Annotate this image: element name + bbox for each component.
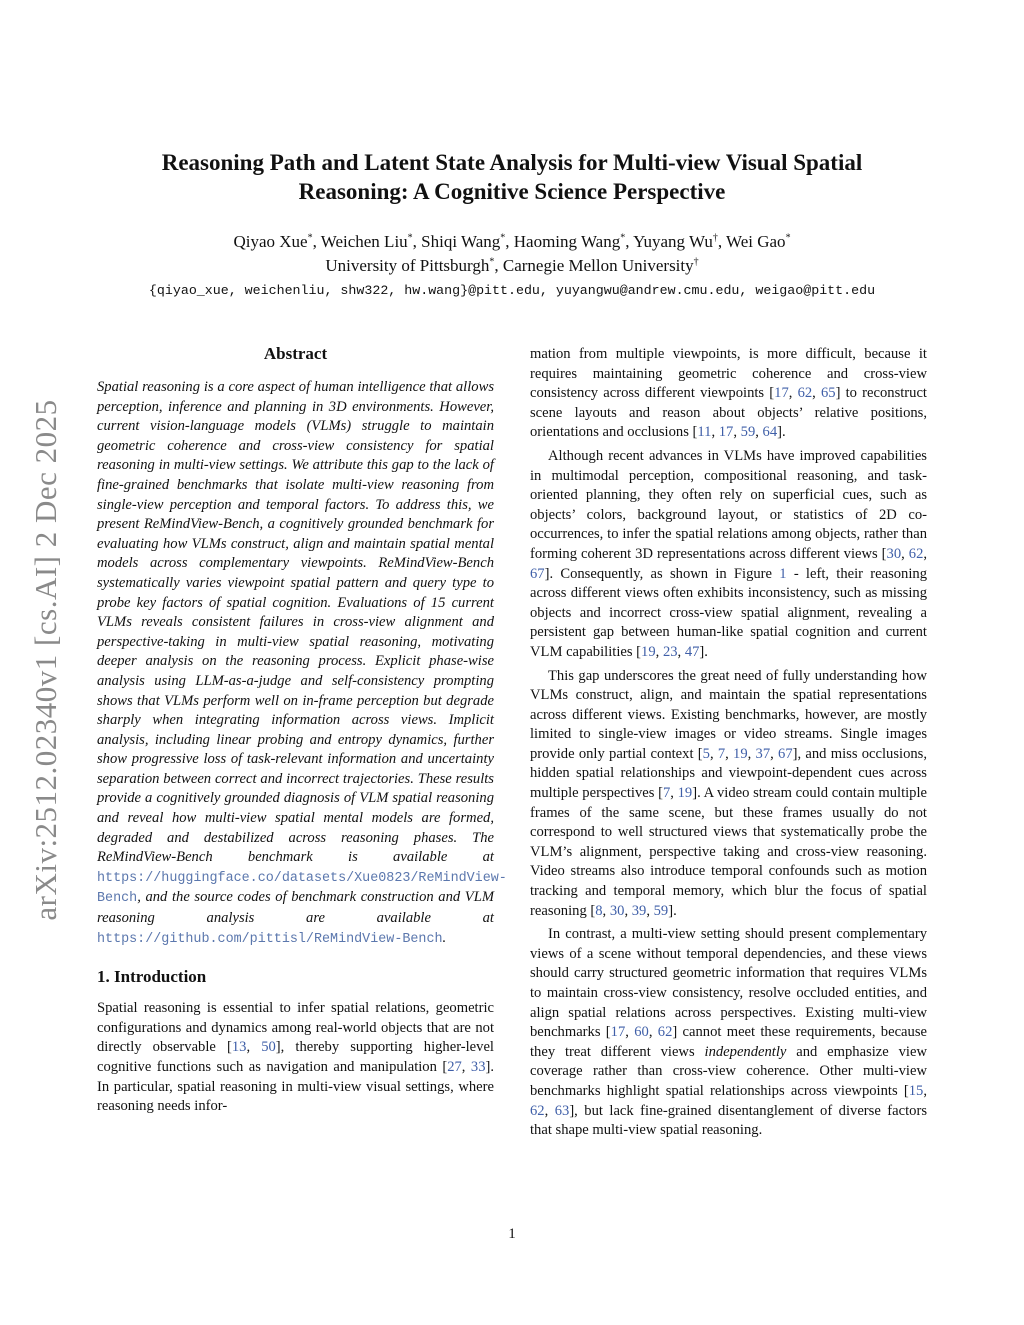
abstract-text-2: , and the source codes of benchmark construction and VLM reasoning analysis are available at [97,889,494,927]
citation-link[interactable]: 62 [908,545,924,562]
author-name: Weichen Liu [320,232,408,251]
right-column [530,345,927,1141]
citation-link[interactable]: 13 [231,1039,247,1056]
abstract-text-1: Spatial reasoning is a core aspect of human intelligence that allows perception, inference and planning in 3D environments. However, current vision-language models (VLMs) struggle to maintain geometric coherence and cross-view consistency for spatial reasoning in multi-view settings. We attribute this gap to the lack of fine-grained benchmarks that isolate multi-view reasoning from single-view perception and temporal factors. To address this, we present ReMindView-Bench, a cognitively grounded benchmark for evaluating how VLMs construct, align and maintain spatial mental models across complementary viewpoints. ReMindView-Bench systematically varies viewpoint spatial pattern and query type to probe key factors of spatial cognition. Evaluations of 15 current VLMs reveals consistent failures in cross-view alignment and perspective-taking in multi-view spatial reasoning, motivating deeper analysis on the reasoning process. Explicit phase-wise analysis using LLM-as-a-judge and self-consistency prompting shows that VLMs perform well on in-frame perception but degrade sharply when integrating information across views. Implicit analysis, including linear probing and entropy dynamics, further show progressive loss of task-relevant information and uncertainty separation between correct and incorrect trajectories. These results provide a cognitively grounded diagnosis of VLM spatial reasoning and reveal how multi-view spatial mental models are formed, degraded and destabilized across reasoning phases. The ReMindView-Bench benchmark is available at [97,379,494,866]
author-name: Yuyang Wu [633,232,713,251]
citation-link[interactable]: 47 [684,643,700,660]
citation-link[interactable]: 17 [718,424,734,441]
citation-link[interactable]: 59 [740,424,756,441]
title-line-1: Reasoning Path and Latent State Analysis for Multi-view Visual Spatial [161,150,863,175]
author-mark: * [307,232,313,244]
citation-link[interactable]: 30 [609,902,625,919]
citation-link[interactable]: 65 [821,385,836,402]
citation-link[interactable]: 15 [908,1082,924,1099]
intro-paragraph-1: Spatial reasoning is essential to infer spatial relations, geometric configurations and dynamics among real-world objects that are not directly observable [13, 50], thereby supporting higher-level cognitive functions such as navigation and manipulation [27, 33]. In particular, spatial reasoning in multi-view visual settings, where reasoning needs infor- [97,1000,495,1115]
citation-link[interactable]: 11 [697,424,712,441]
citation-link[interactable]: 62 [797,385,813,402]
intro-paragraph-3: This gap underscores the great need of fully understanding how VLMs construct, align, and maintain the spatial representations across different views. Existing benchmarks, however, are mostly limited to single-view images or video streams. Single images provide only partial context [5, 7, 19, 37, 67], and miss occlusions, hidden spatial relationships and viewpoint-dependent cues across multiple perspectives [7, 19]. A video stream could contain multiple frames of the same scene, but these frames usually do not correspond to well structured views that systematically probe the VLM’s alignment, perspective taking and cross-view reasoning. Video streams also introduce temporal confounds such as motion tracking and temporal memory, which blur the focus of spatial reasoning [8, 30, 39, 59]. [530,667,928,919]
citation-link[interactable]: 67 [778,745,793,762]
affiliation-name: Carnegie Mellon University [502,256,694,275]
author-name: Qiyao Xue [233,232,308,251]
citation-link[interactable]: 64 [762,424,778,441]
citation-link[interactable]: 19 [733,745,748,762]
citation-link[interactable]: 30 [886,545,902,562]
citation-link[interactable]: 19 [641,643,656,660]
author-block [80,230,944,278]
introduction-heading: 1. Introduction [97,967,207,987]
author-mark: * [785,232,791,244]
citation-link[interactable]: 50 [261,1039,276,1056]
affiliation-mark: † [693,256,699,268]
left-column [97,342,507,1117]
emphasized-text: independently [704,1043,787,1060]
affiliation-list: University of Pittsburgh*, Carnegie Mellon University† [325,256,699,275]
intro-paragraph-2: Although recent advances in VLMs have improved capabilities in multimodal perception, compositional reasoning, and task-oriented planning, they often rely on superficial cues, such as objects’ colors, background layout, or statistics of 2D co-occurrences, to infer the spatial relations among objects, rather than forming coherent 3D representations across different views [30, 62, 67]. Consequently, as shown in Figure 1 - left, their reasoning across different views often exhibits inconsistency, such as missing objects and incorrect cross-view spatial alignment, revealing a persistent gap between human-like spatial cognition and current VLM capabilities [19, 23, 47]. [530,447,928,660]
author-name: Wei Gao [726,232,786,251]
citation-link[interactable]: 62 [657,1024,673,1041]
author-emails: {qiyao_xue, weichenliu, shw322, hw.wang}@pitt.edu, yuyangwu@andrew.cmu.edu, weigao@pitt.edu [148,283,876,298]
author-name: Shiqi Wang [421,232,501,251]
citation-link[interactable]: 67 [530,565,545,582]
citation-link[interactable]: 8 [595,902,603,919]
github-link[interactable]: https://github.com/pittisl/ReMindView-Bench [97,931,443,947]
author-name: Haoming Wang [513,232,621,251]
dataset-link[interactable]: https://huggingface.co/datasets/Xue0823/ReMindView-Bench [97,870,507,907]
arxiv-stamp: arXiv:2512.02340v1 [cs.AI] 2 Dec 2025 [28,399,63,921]
citation-link[interactable]: 7 [717,745,726,762]
affiliation-mark: * [489,256,495,268]
abstract-body [97,378,507,949]
citation-link[interactable]: 1 [779,565,787,582]
citation-link[interactable]: 63 [554,1102,570,1119]
paper-title [110,148,914,206]
abstract-heading: Abstract [263,344,328,363]
author-mark: * [620,232,626,244]
affiliation-name: University of Pittsburgh [325,256,490,275]
author-mark: * [407,232,413,244]
author-mark: * [500,232,506,244]
citation-link[interactable]: 7 [662,785,671,802]
citation-link[interactable]: 23 [662,643,678,660]
citation-link[interactable]: 60 [634,1024,649,1041]
citation-link[interactable]: 27 [447,1059,462,1075]
citation-link[interactable]: 5 [702,745,710,762]
citation-link[interactable]: 17 [610,1024,626,1041]
citation-link[interactable]: 62 [530,1102,545,1119]
citation-link[interactable]: 39 [631,902,647,919]
intro-paragraph-4: In contrast, a multi-view setting should present complementary views of a scene without temporal dependencies, and these views should carry structured geometric information that requires VLMs to maintain cross-view consistency, resolve occluded entities, and align spatial relations across perspectives. Existing multi-view benchmarks [17, 60, 62] cannot meet these requirements, because they treat different views independently and emphasize view coverage rather than cross-view coherence. Other multi-view benchmarks highlight spatial relationships across viewpoints [15, 62, 63], but lack fine-grained disentanglement of diverse factors that shape multi-view spatial reasoning. [530,926,927,1139]
citation-link[interactable]: 37 [755,745,771,762]
page-number: 1 [508,1226,516,1242]
citation-link[interactable]: 33 [470,1059,486,1075]
author-mark: † [712,232,718,244]
citation-link[interactable]: 19 [677,785,693,802]
abstract-text-3: . [442,929,447,946]
author-list: Qiyao Xue*, Weichen Liu*, Shiqi Wang*, Haoming Wang*, Yuyang Wu†, Wei Gao* [233,232,791,251]
citation-link[interactable]: 59 [653,902,669,919]
intro-paragraph-1-continued: mation from multiple viewpoints, is more difficult, because it requires maintaining geometric coherence and cross-view consistency across different viewpoints [17, 62, 65] to reconstruct scene layouts and reason about objects’ relative positions, orientations and occlusions [11, 17, 59, 64]. [530,346,927,441]
title-line-2: Reasoning: A Cognitive Science Perspective [298,179,726,204]
citation-link[interactable]: 17 [774,385,789,402]
